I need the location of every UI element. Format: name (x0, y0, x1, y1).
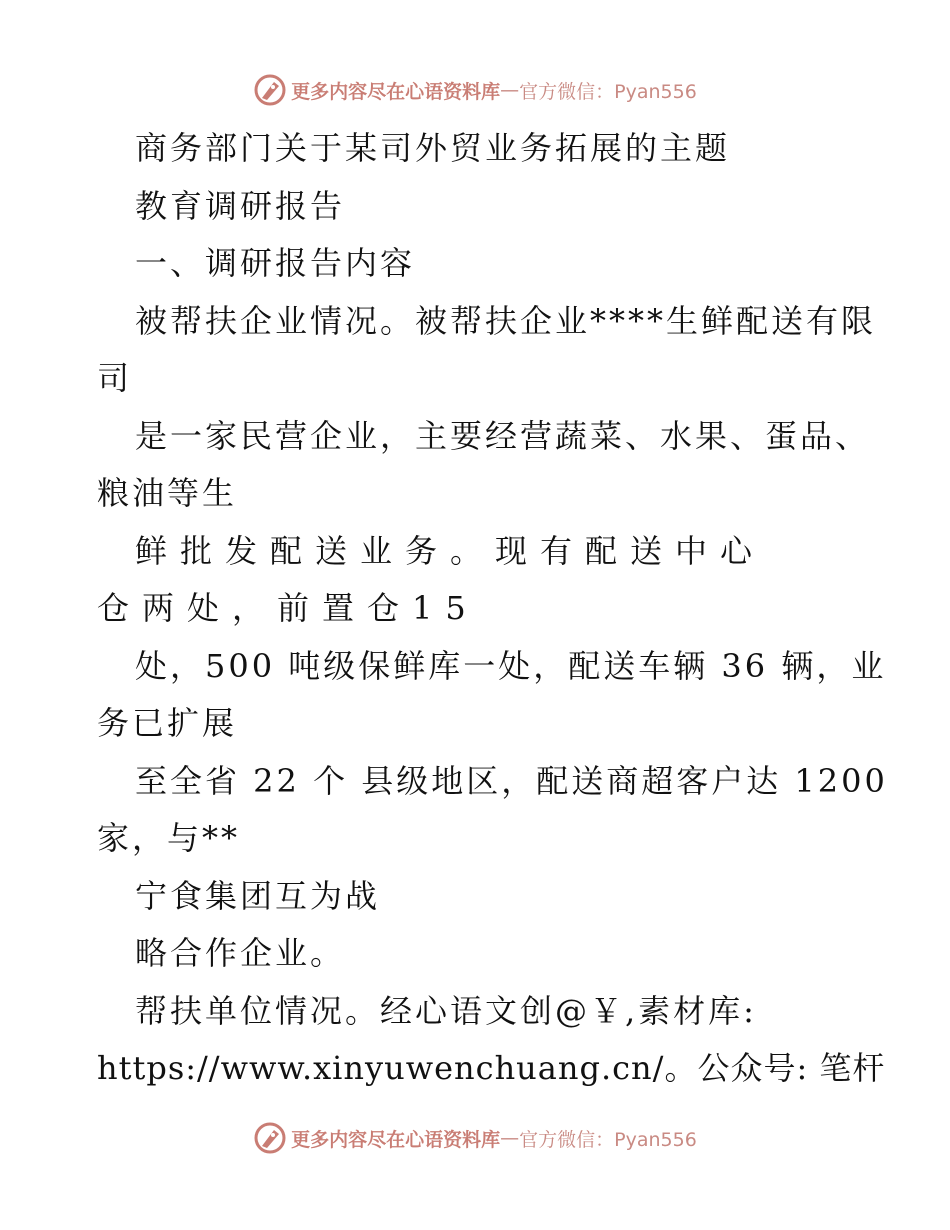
footer-wechat-text: 官方微信：Pyan556 (519, 1128, 697, 1151)
footer-lead-text: 更多内容尽在心语资料库 (291, 1128, 501, 1151)
paragraph-line: 司 (97, 359, 133, 397)
watermark-footer (0, 1118, 950, 1158)
paragraph-line: 仓两处，前置仓15 (97, 589, 479, 627)
paragraph-line: 略合作企业。 (135, 934, 346, 972)
paragraph-line: 被帮扶企业情况。被帮扶企业****生鲜配送有限 (135, 301, 877, 340)
section-heading: 一、调研报告内容 (135, 244, 416, 282)
header-separator: — (500, 79, 520, 101)
paragraph-line: 鲜批发配送业务。现有配送中心 (135, 531, 766, 570)
doc-title-line-1: 商务部门关于某司外贸业务拓展的主题 (135, 129, 731, 167)
watermark-header (0, 70, 950, 110)
paragraph-line: 是一家民营企业，主要经营蔬菜、水果、蛋品、 (135, 416, 871, 455)
pen-nib-logo-icon (253, 1121, 287, 1155)
doc-title-line-2: 教育调研报告 (135, 186, 346, 225)
document-body (97, 120, 888, 1098)
pen-nib-logo-icon (253, 73, 287, 107)
paragraph-line: 帮扶单位情况。经心语文创@￥,素材库: (135, 991, 757, 1030)
paragraph-line: 宁食集团互为战 (135, 876, 381, 915)
paragraph-line: 至全省 22 个 县级地区，配送商超客户达 1200 (135, 761, 888, 800)
paragraph-line-url: https://www.xinyuwenchuang.cn/。公众号: 笔杆 (97, 1049, 886, 1087)
paragraph-line: 家，与** (97, 819, 241, 857)
header-wechat-text: 官方微信：Pyan556 (519, 80, 697, 103)
footer-separator: — (500, 1127, 520, 1149)
paragraph-line: 处，500 吨级保鲜库一处，配送车辆 36 辆，业 (135, 646, 887, 685)
header-lead-text: 更多内容尽在心语资料库 (291, 80, 501, 103)
paragraph-line: 务已扩展 (97, 704, 238, 742)
paragraph-line: 粮油等生 (97, 474, 238, 512)
